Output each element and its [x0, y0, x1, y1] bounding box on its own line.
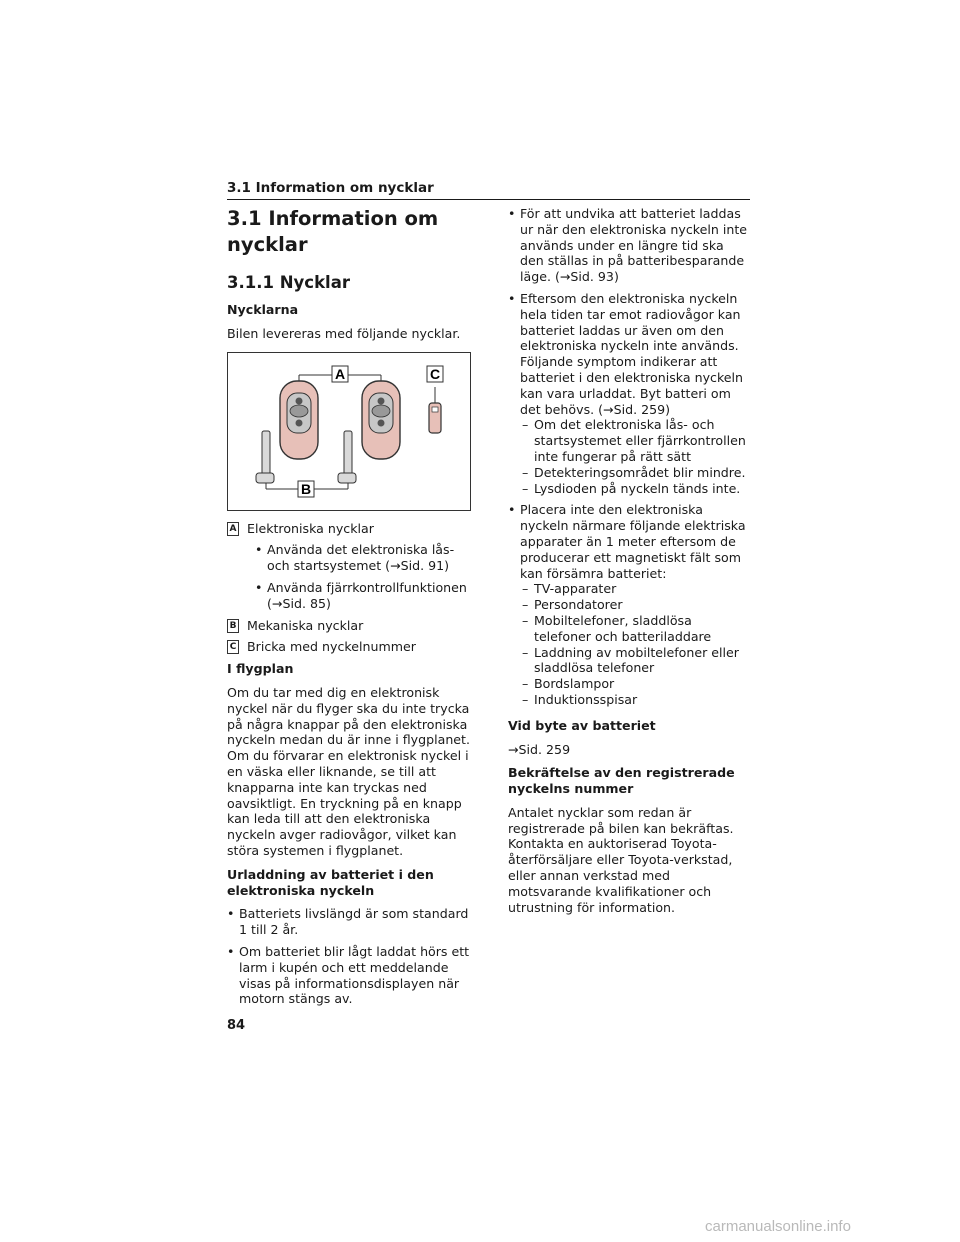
running-header: 3.1 Information om nycklar [227, 180, 750, 200]
keys-drawing [228, 353, 470, 510]
label-b [298, 481, 314, 497]
dash-item: – Om det elektroniska lås- och startsystemet eller fjärrkontrollen inte fungerar på rätt sätt [520, 417, 750, 464]
list-item: • Om batteriet blir lågt laddat hörs ett larm i kupén och ett meddelande visas på informationsdisplayen när motorn stängs av. [227, 944, 472, 1007]
left-column [227, 206, 472, 1013]
keys-heading: Nycklarna [227, 302, 299, 317]
label-c [427, 366, 443, 382]
label-a-text: A [334, 365, 346, 382]
list-item [508, 502, 750, 707]
legend-c [227, 639, 472, 655]
tip-text: Eftersom den elektroniska nyckeln hela tiden tar emot radiovågor kan batteriet laddas ur även om den elektroniska nyckeln inte används. Följande symptom indikerar att batteriet i den elektroniska nyckeln kan vara urladdat. Byt batteri om det behövs. (→Sid. 259) [520, 290, 744, 417]
dash-item: – Lysdioden på nyckeln tänds inte. [520, 481, 750, 497]
legend-b [227, 618, 472, 634]
symptom-list [520, 417, 750, 496]
battery-ref: →Sid. 259 [508, 741, 571, 757]
legend-a-text: Elektroniska nycklar [247, 520, 374, 536]
legend-a-item: • Använda det elektroniska lås- och startsystemet (→Sid. 91) [255, 542, 472, 574]
legend-c-box: C [227, 640, 239, 654]
dash-item: – Laddning av mobiltelefoner eller sladdlösa telefoner [520, 645, 750, 677]
confirm-heading: Bekräftelse av den registrerade nyckelns nummer [508, 765, 735, 797]
keys-intro: Bilen levereras med följande nycklar. [227, 325, 461, 341]
watermark: carmanualsonline.info [705, 1218, 851, 1235]
legend-a-item: • Använda fjärrkontrollfunktionen (→Sid. 85) [255, 580, 472, 612]
discharge-list [227, 906, 472, 1007]
dash-item: – Mobiltelefoner, sladdlösa telefoner och batteriladdare [520, 613, 750, 645]
flight-heading: I flygplan [227, 661, 294, 677]
page-number: 84 [227, 1018, 246, 1033]
tip-text: För att undvika att batteriet laddas ur när den elektroniska nyckeln inte används under en längre tid ska den ställas in på batteribesparande läge. (→Sid. 93) [520, 206, 748, 285]
legend-b-box: B [227, 619, 239, 633]
electronic-key-left [256, 381, 318, 483]
subsection-title: 3.1.1 Nycklar [227, 273, 350, 292]
list-item: • Batteriets livslängd är som standard 1 till 2 år. [227, 906, 472, 938]
label-a [332, 366, 348, 382]
list-item [508, 291, 750, 496]
section-title: 3.1 Information om nycklar [227, 207, 439, 256]
confirm-text: Antalet nycklar som redan är registrerade på bilen kan bekräftas. Kontakta en auktoriserad Toyota-återförsäljare eller Toyota-verkstad, eller annan verkstad med motsvarande kvalifikationer och utrustning för information. [508, 804, 734, 915]
electronic-key-right [338, 381, 400, 483]
dash-item: – Induktionsspisar [520, 692, 750, 708]
label-b-text: B [300, 480, 312, 497]
dash-item: – Bordslampor [520, 676, 750, 692]
legend-a-items [227, 542, 472, 611]
dash-item: – Detekteringsområdet blir mindre. [520, 465, 750, 481]
battery-heading: Vid byte av batteriet [508, 717, 656, 733]
legend-c-text: Bricka med nyckelnummer [247, 639, 416, 655]
right-column [508, 206, 750, 923]
label-c-text: C [429, 365, 441, 382]
dash-item: – Persondatorer [520, 597, 750, 613]
dash-item: – TV-apparater [520, 581, 750, 597]
appliance-list [520, 581, 750, 707]
key-number-tag [429, 387, 441, 433]
tip-text: Placera inte den elektroniska nyckeln närmare följande elektriska apparater än 1 meter eftersom de producerar ett magnetiskt fält som kan försämra batteriet: [520, 502, 746, 581]
keys-illustration [227, 352, 471, 511]
list-item [508, 206, 750, 285]
flight-text: Om du tar med dig en elektronisk nyckel när du flyger ska du inte trycka på några knappar på den elektroniska nyckeln medan du är inne i flygplanet. Om du förvarar en elektronisk nyckel i en väska eller liknande, se till att knapparna inte kan tryckas ned oavsiktligt. En tryckning på en knapp kan leda till att den elektroniska nyckeln avger radiovågor, vilket kan störa systemen i flygplanet. [227, 684, 471, 858]
legend-b-text: Mekaniska nycklar [247, 617, 364, 633]
legend-a [227, 521, 472, 537]
battery-tips-list [508, 206, 750, 708]
discharge-heading: Urladdning av batteriet i den elektroniska nyckeln [227, 866, 434, 898]
legend-a-box: A [227, 522, 239, 536]
